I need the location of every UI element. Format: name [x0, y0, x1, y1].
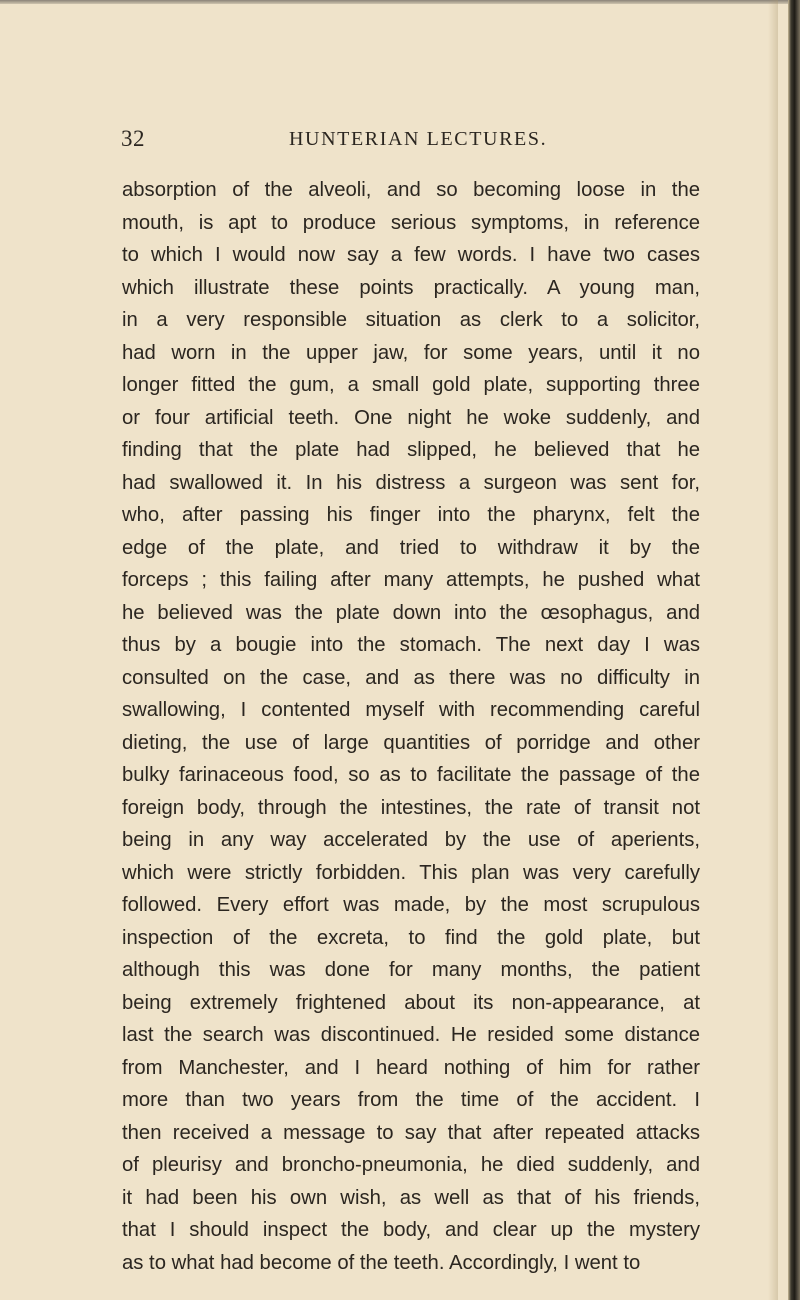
text-line: although this was done for many months, the patient	[122, 959, 700, 981]
text-line: he believed was the plate down into the œsophagus, and	[122, 601, 700, 624]
text-line: it had been his own wish, as well as that of his friends,	[122, 1186, 700, 1209]
text-line: foreign body, through the intestines, the rate of transit not	[122, 796, 700, 819]
text-line: bulky farinaceous food, so as to facilitate the passage of the	[122, 764, 700, 786]
text-line: followed. Every effort was made, by the most scrupulous	[122, 894, 700, 916]
text-line: of pleurisy and broncho-pneumonia, he died suddenly, and	[122, 1154, 700, 1176]
text-line: or four artificial teeth. One night he woke suddenly, and	[122, 406, 700, 429]
text-line: in a very responsible situation as clerk to a solicitor,	[122, 309, 700, 331]
text-line: inspection of the excreta, to find the gold plate, but	[122, 926, 700, 949]
text-line: had swallowed it. In his distress a surgeon was sent for,	[122, 471, 700, 494]
text-line: more than two years from the time of the accident. I	[122, 1089, 700, 1111]
text-line: that I should inspect the body, and clear up the mystery	[122, 1219, 700, 1241]
text-line: which were strictly forbidden. This plan was very carefully	[122, 861, 700, 884]
page-header	[121, 126, 681, 156]
text-line: consulted on the case, and as there was no difficulty in	[122, 666, 700, 689]
page-top-edge	[0, 0, 790, 4]
text-line: from Manchester, and I heard nothing of him for rather	[122, 1056, 700, 1079]
body-text	[122, 174, 700, 1279]
text-line: dieting, the use of large quantities of porridge and other	[122, 731, 700, 754]
book-gutter	[788, 0, 800, 1300]
text-line: had worn in the upper jaw, for some years, until it no	[122, 341, 700, 364]
text-line: then received a message to say that after repeated attacks	[122, 1121, 700, 1144]
text-line: being extremely frightened about its non-appearance, at	[122, 991, 700, 1014]
text-line: thus by a bougie into the stomach. The next day I was	[122, 634, 700, 656]
text-line: being in any way accelerated by the use of aperients,	[122, 829, 700, 851]
text-line: longer fitted the gum, a small gold plate, supporting three	[122, 374, 700, 396]
gutter-shadow	[768, 0, 778, 1300]
text-line: absorption of the alveoli, and so becoming loose in the	[122, 179, 700, 201]
text-line: finding that the plate had slipped, he believed that he	[122, 439, 700, 461]
text-line: to which I would now say a few words. I have two cases	[122, 244, 700, 266]
page-number: 32	[121, 126, 145, 151]
text-line: edge of the plate, and tried to withdraw it by the	[122, 536, 700, 559]
text-line: as to what had become of the teeth. Accordingly, I went to	[122, 1251, 641, 1274]
text-line: last the search was discontinued. He resided some distance	[122, 1024, 700, 1046]
text-line: who, after passing his finger into the pharynx, felt the	[122, 504, 700, 526]
text-line: forceps ; this failing after many attempts, he pushed what	[122, 569, 700, 591]
text-line: which illustrate these points practically. A young man,	[122, 276, 700, 299]
running-title: HUNTERIAN LECTURES.	[289, 128, 548, 150]
text-line: mouth, is apt to produce serious symptoms, in reference	[122, 211, 700, 234]
text-line: swallowing, I contented myself with recommending careful	[122, 699, 700, 721]
